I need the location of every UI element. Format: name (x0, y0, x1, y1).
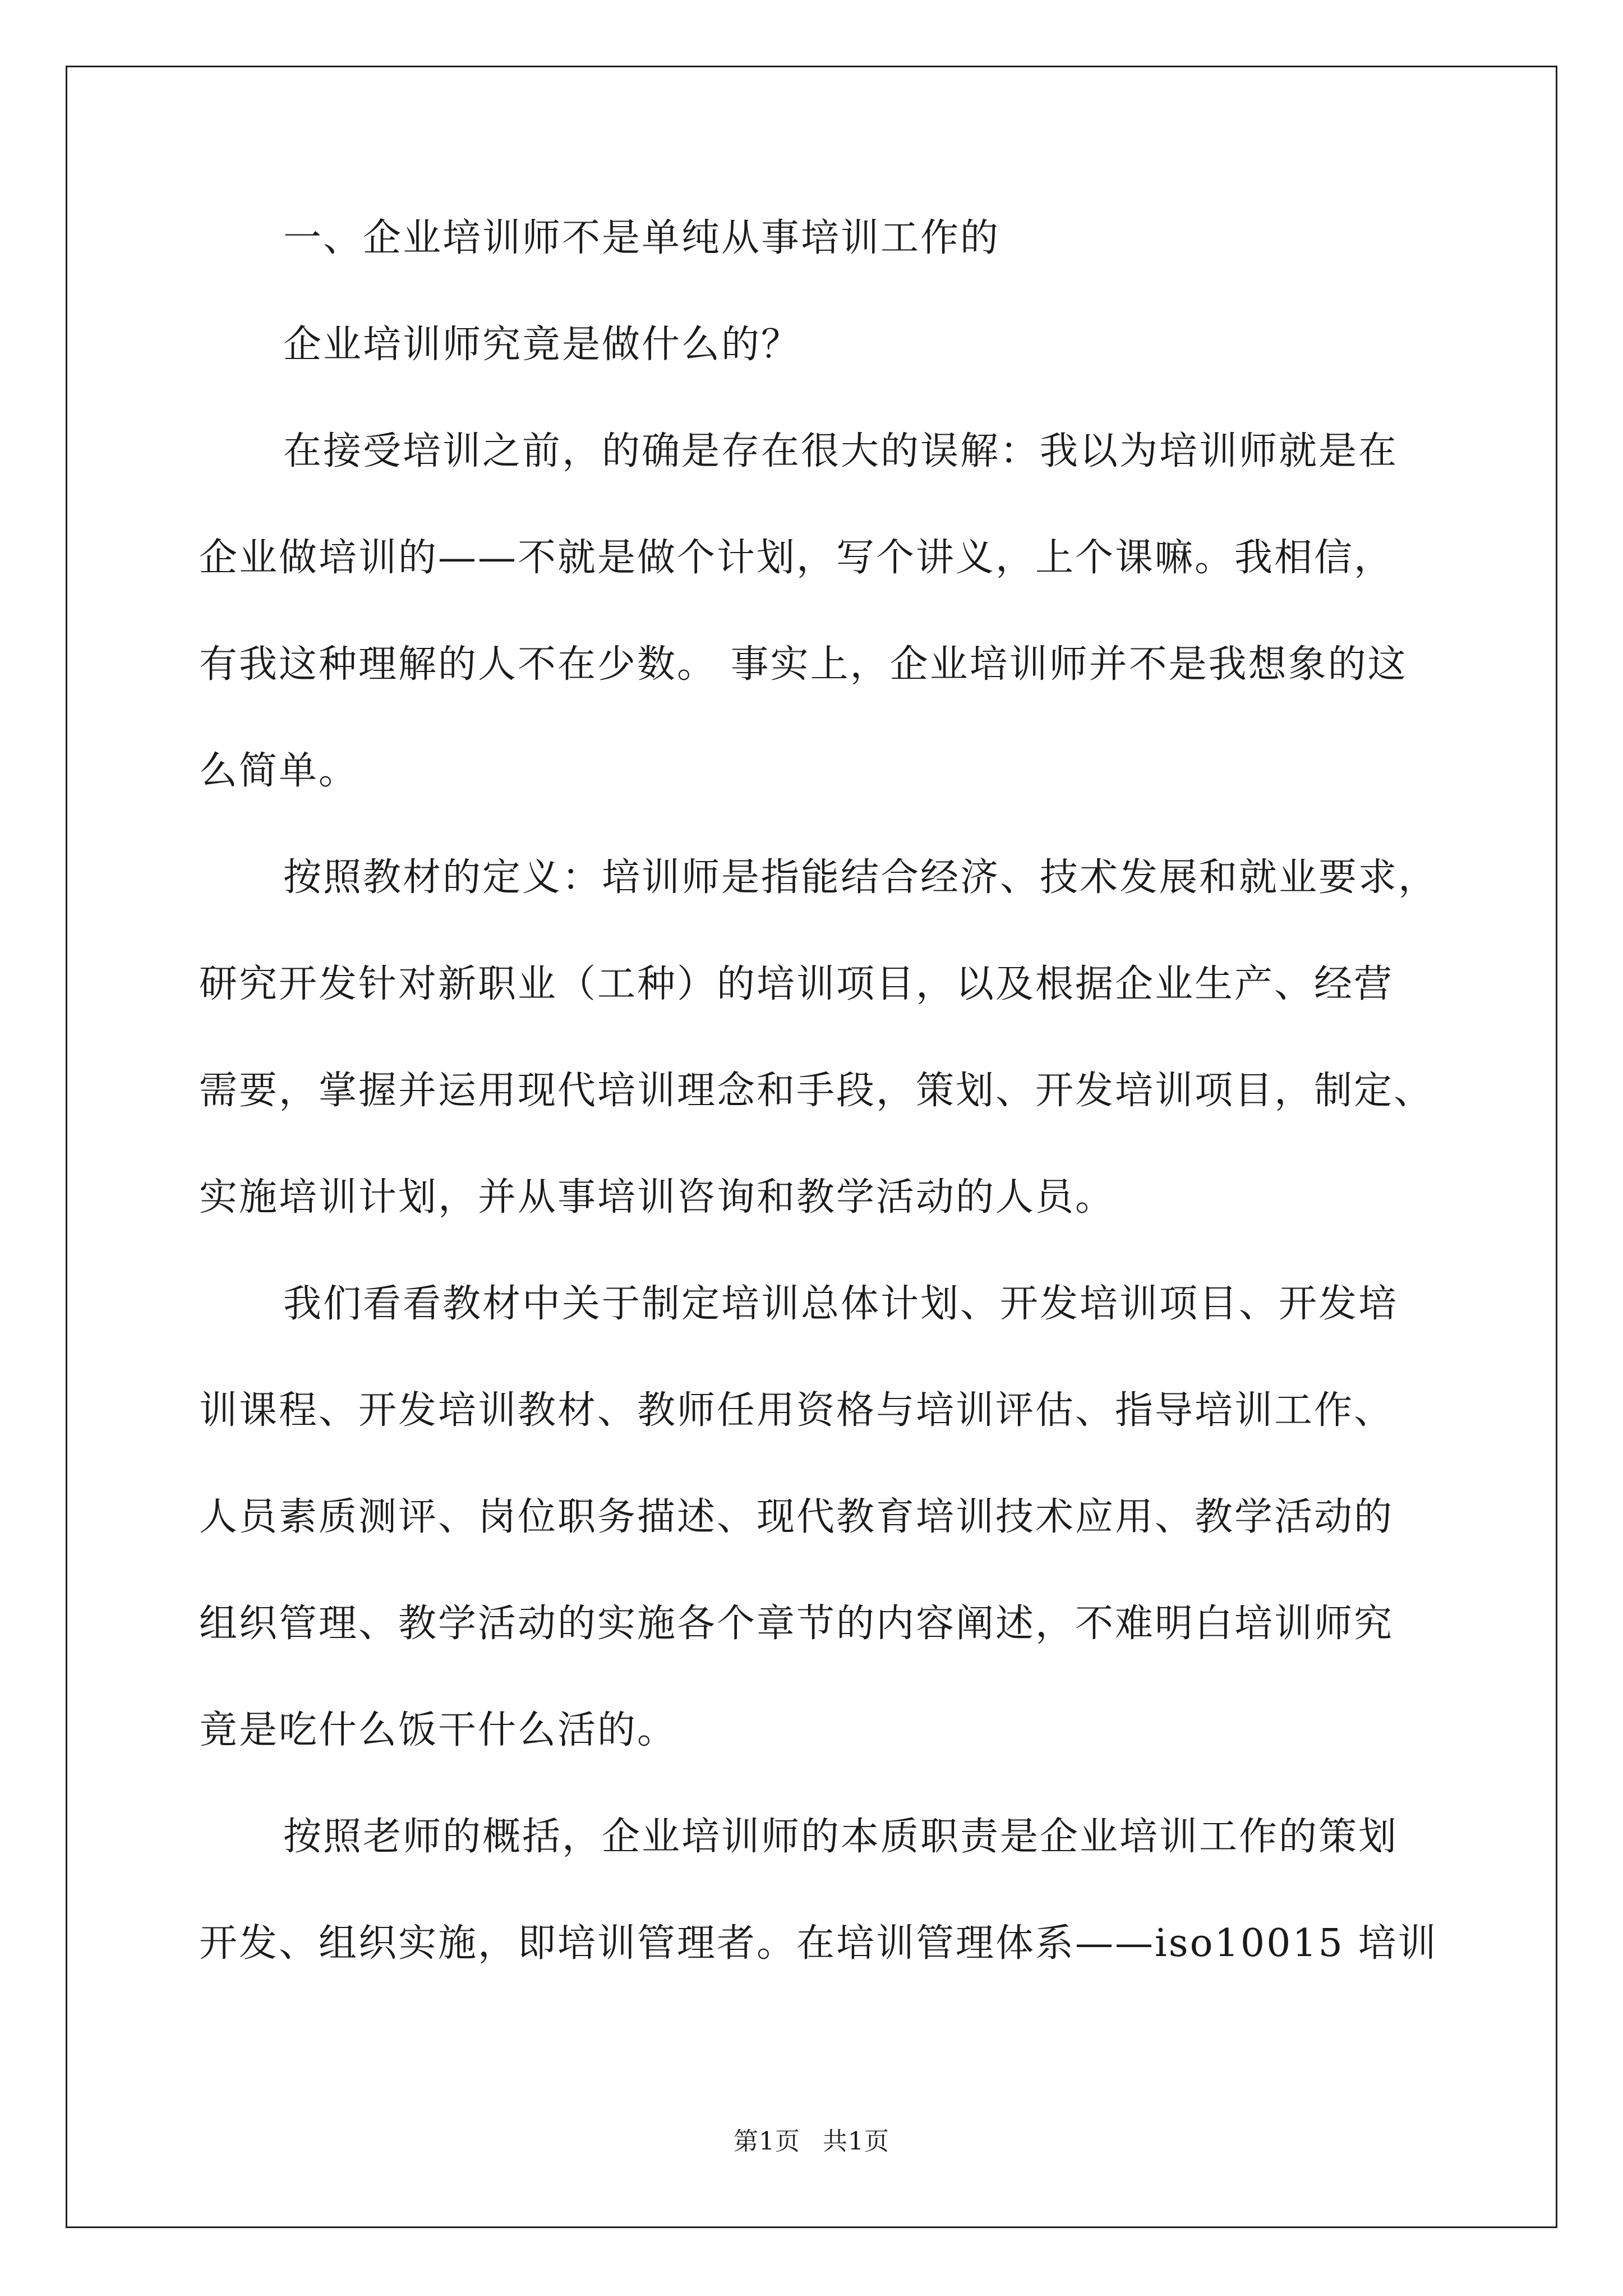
paragraph-line: 在接受培训之前，的确是存在很大的误解：我以为培训师就是在 (283, 429, 1399, 473)
paragraph-line: 需要，掌握并运用现代培训理念和手段，策划、开发培训项目，制定、 (199, 1069, 1434, 1113)
paragraph-line: 么简单。 (199, 749, 359, 793)
paragraph-line: 组织管理、教学活动的实施各个章节的内容阐述，不难明白培训师究 (199, 1602, 1394, 1646)
paragraph-line: 人员素质测评、岗位职务描述、现代教育培训技术应用、教学活动的 (199, 1495, 1394, 1539)
page-number-total: 共1页 (823, 2127, 889, 2156)
paragraph-line: 按照教材的定义：培训师是指能结合经济、技术发展和就业要求， (283, 855, 1438, 900)
paragraph-line: 按照老师的概括，企业培训师的本质职责是企业培训工作的策划 (283, 1815, 1399, 1859)
paragraph-line: 开发、组织实施，即培训管理者。在培训管理体系——iso10015 培训 (199, 1921, 1438, 1966)
paragraph-line: 研究开发针对新职业（工种）的培训项目，以及根据企业生产、经营 (199, 962, 1394, 1006)
paragraph-line: 企业培训师究竟是做什么的？ (283, 323, 801, 367)
paragraph-line: 我们看看教材中关于制定培训总体计划、开发培训项目、开发培 (283, 1282, 1399, 1326)
section-heading: 一、企业培训师不是单纯从事培训工作的 (283, 216, 1000, 260)
paragraph-line: 训课程、开发培训教材、教师任用资格与培训评估、指导培训工作、 (199, 1388, 1394, 1433)
page-footer (0, 2125, 1623, 2159)
page-border (66, 66, 1557, 2228)
paragraph-line: 企业做培训的——不就是做个计划，写个讲义，上个课嘛。我相信， (199, 536, 1394, 580)
page-number-current: 第1页 (734, 2127, 800, 2156)
paragraph-line: 竟是吃什么饭干什么活的。 (199, 1708, 677, 1752)
paragraph-line: 有我这种理解的人不在少数。 事实上，企业培训师并不是我想象的这 (199, 642, 1408, 687)
paragraph-line: 实施培训计划，并从事培训咨询和教学活动的人员。 (199, 1175, 1115, 1220)
